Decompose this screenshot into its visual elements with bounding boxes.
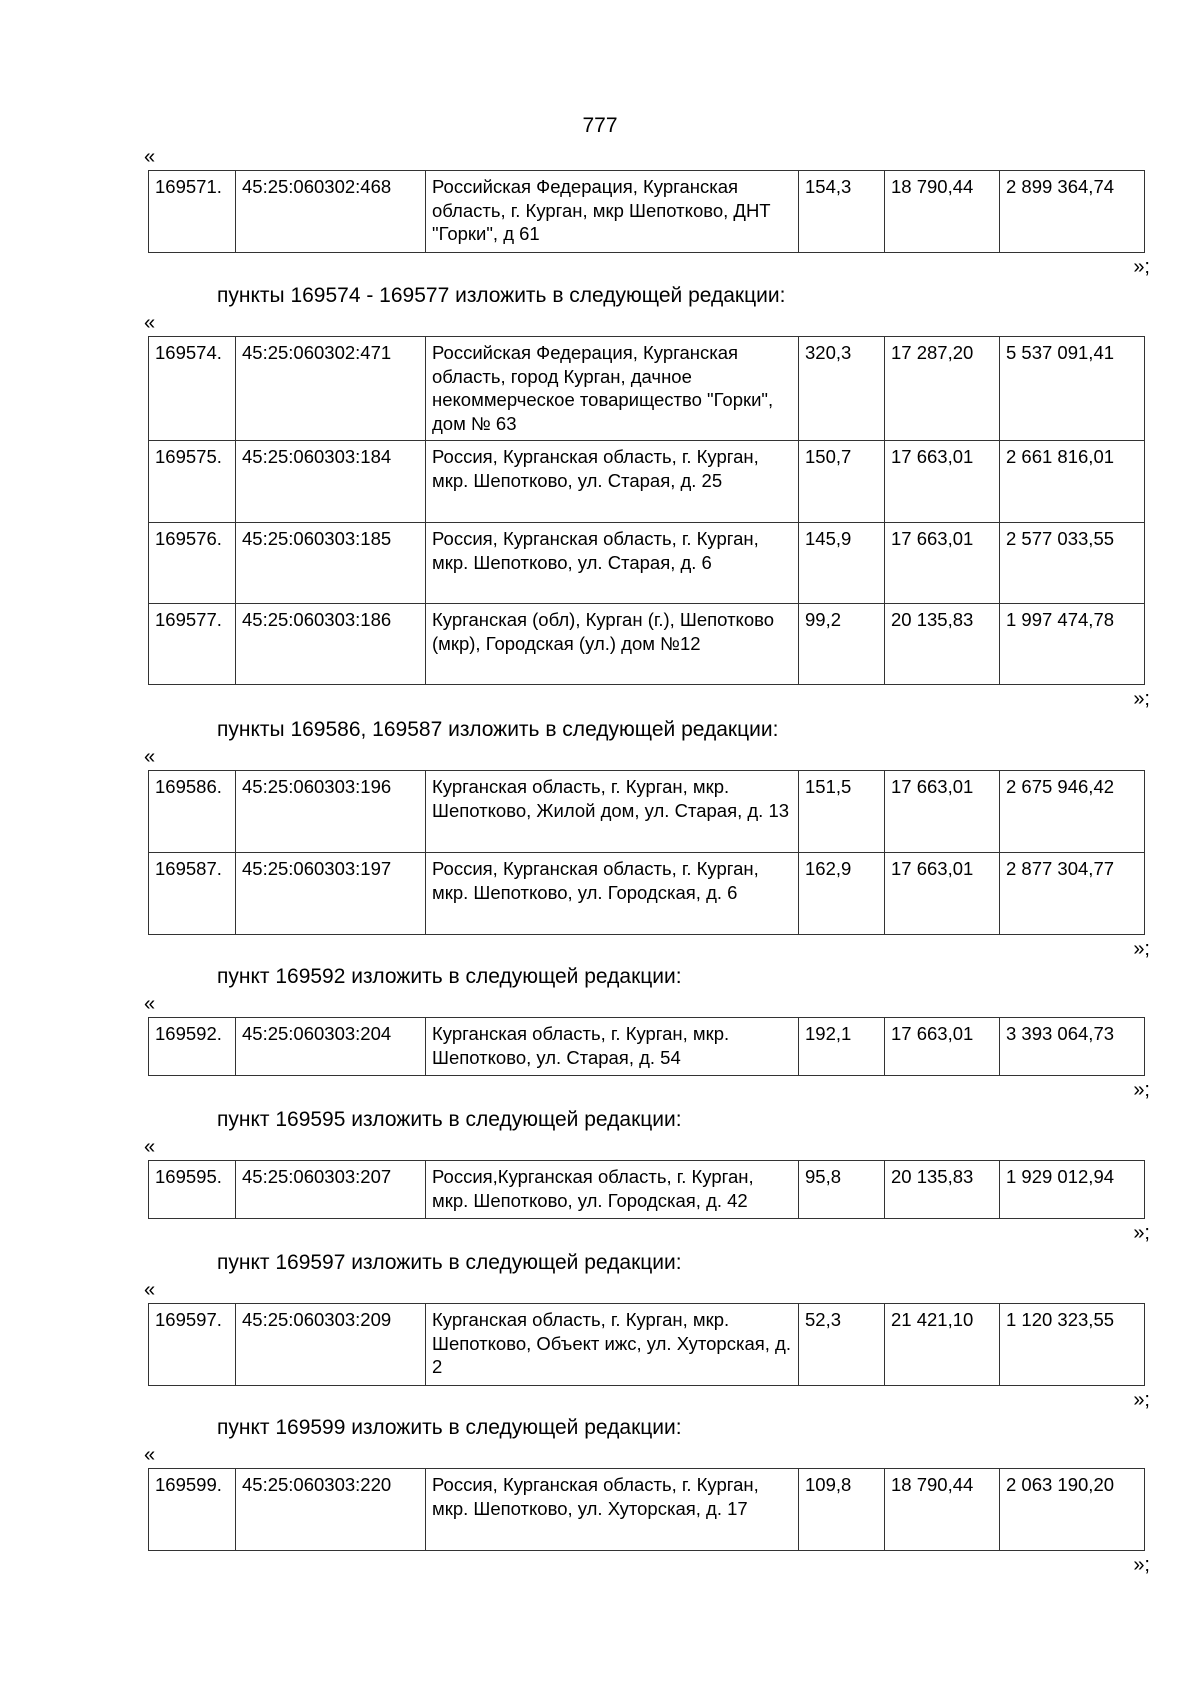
table-row (149, 1161, 1145, 1219)
instruction-text: пункт 169592 изложить в следующей редакции: (217, 965, 682, 988)
address: Россия,Курганская область, г. Курган, мкр. Шепотково, ул. Городская, д. 42 (426, 1161, 799, 1219)
area: 154,3 (799, 171, 885, 253)
cadastral-value: 1 997 474,78 (1000, 604, 1145, 685)
address: Россия, Курганская область, г. Курган, мкр. Шепотково, ул. Старая, д. 6 (426, 523, 799, 604)
open-quote: « (144, 1279, 156, 1301)
row-number: 169575. (149, 441, 236, 523)
close-quote: »; (1133, 688, 1150, 710)
close-quote: »; (1133, 938, 1150, 960)
open-quote: « (144, 746, 156, 768)
open-quote: « (144, 993, 156, 1015)
unit-rate: 17 663,01 (885, 853, 1000, 935)
area: 145,9 (799, 523, 885, 604)
instruction-text: пункт 169595 изложить в следующей редакции: (217, 1108, 682, 1131)
area: 109,8 (799, 1469, 885, 1551)
unit-rate: 17 663,01 (885, 771, 1000, 853)
address: Россия, Курганская область, г. Курган, мкр. Шепотково, ул. Городская, д. 6 (426, 853, 799, 935)
cadastral-value: 3 393 064,73 (1000, 1018, 1145, 1076)
instruction-text: пункты 169586, 169587 изложить в следующей редакции: (217, 718, 779, 741)
table-row (149, 171, 1145, 253)
cadastral-value: 2 063 190,20 (1000, 1469, 1145, 1551)
close-quote: »; (1133, 256, 1150, 278)
table-row (149, 1469, 1145, 1551)
row-number: 169574. (149, 337, 236, 441)
instruction-text: пункты 169574 - 169577 изложить в следующей редакции: (217, 284, 786, 307)
cadastral-value: 2 661 816,01 (1000, 441, 1145, 523)
row-number: 169587. (149, 853, 236, 935)
open-quote: « (144, 312, 156, 334)
cadastral-value: 2 877 304,77 (1000, 853, 1145, 935)
row-number: 169577. (149, 604, 236, 685)
cadastral-number: 45:25:060303:204 (236, 1018, 426, 1076)
table-row (149, 523, 1145, 604)
unit-rate: 20 135,83 (885, 604, 1000, 685)
close-quote: »; (1133, 1554, 1150, 1576)
address: Российская Федерация, Курганская область, город Курган, дачное некоммерческое товарищество "Горки", дом № 63 (426, 337, 799, 441)
unit-rate: 20 135,83 (885, 1161, 1000, 1219)
register-table (148, 1160, 1145, 1219)
table-row (149, 1304, 1145, 1386)
area: 151,5 (799, 771, 885, 853)
unit-rate: 18 790,44 (885, 1469, 1000, 1551)
row-number: 169597. (149, 1304, 236, 1386)
area: 150,7 (799, 441, 885, 523)
instruction-text: пункт 169599 изложить в следующей редакции: (217, 1416, 682, 1439)
cadastral-number: 45:25:060303:196 (236, 771, 426, 853)
cadastral-number: 45:25:060302:468 (236, 171, 426, 253)
area: 52,3 (799, 1304, 885, 1386)
address: Курганская область, г. Курган, мкр. Шепотково, ул. Старая, д. 54 (426, 1018, 799, 1076)
close-quote: »; (1133, 1389, 1150, 1411)
address: Россия, Курганская область, г. Курган, мкр. Шепотково, ул. Старая, д. 25 (426, 441, 799, 523)
register-table (148, 1303, 1145, 1386)
area: 162,9 (799, 853, 885, 935)
close-quote: »; (1133, 1222, 1150, 1244)
table-row (149, 441, 1145, 523)
row-number: 169592. (149, 1018, 236, 1076)
cadastral-value: 5 537 091,41 (1000, 337, 1145, 441)
open-quote: « (144, 1444, 156, 1466)
cadastral-number: 45:25:060303:209 (236, 1304, 426, 1386)
close-quote: »; (1133, 1079, 1150, 1101)
row-number: 169595. (149, 1161, 236, 1219)
register-table (148, 1017, 1145, 1076)
area: 95,8 (799, 1161, 885, 1219)
unit-rate: 17 663,01 (885, 441, 1000, 523)
open-quote: « (144, 146, 156, 168)
address: Россия, Курганская область, г. Курган, мкр. Шепотково, ул. Хуторская, д. 17 (426, 1469, 799, 1551)
table-row (149, 337, 1145, 441)
unit-rate: 21 421,10 (885, 1304, 1000, 1386)
instruction-text: пункт 169597 изложить в следующей редакции: (217, 1251, 682, 1274)
register-table (148, 770, 1145, 935)
address: Курганская область, г. Курган, мкр. Шепотково, Объект ижс, ул. Хуторская, д. 2 (426, 1304, 799, 1386)
page-number: 777 (582, 114, 618, 137)
cadastral-number: 45:25:060303:197 (236, 853, 426, 935)
cadastral-number: 45:25:060302:471 (236, 337, 426, 441)
row-number: 169576. (149, 523, 236, 604)
address: Курганская область, г. Курган, мкр. Шепотково, Жилой дом, ул. Старая, д. 13 (426, 771, 799, 853)
cadastral-value: 2 577 033,55 (1000, 523, 1145, 604)
table-row (149, 771, 1145, 853)
cadastral-number: 45:25:060303:185 (236, 523, 426, 604)
cadastral-number: 45:25:060303:184 (236, 441, 426, 523)
unit-rate: 18 790,44 (885, 171, 1000, 253)
cadastral-value: 1 929 012,94 (1000, 1161, 1145, 1219)
area: 320,3 (799, 337, 885, 441)
register-table (148, 1468, 1145, 1551)
register-table (148, 336, 1145, 685)
cadastral-value: 1 120 323,55 (1000, 1304, 1145, 1386)
unit-rate: 17 663,01 (885, 1018, 1000, 1076)
unit-rate: 17 287,20 (885, 337, 1000, 441)
row-number: 169571. (149, 171, 236, 253)
register-table (148, 170, 1145, 253)
area: 99,2 (799, 604, 885, 685)
row-number: 169599. (149, 1469, 236, 1551)
cadastral-number: 45:25:060303:220 (236, 1469, 426, 1551)
cadastral-number: 45:25:060303:207 (236, 1161, 426, 1219)
row-number: 169586. (149, 771, 236, 853)
unit-rate: 17 663,01 (885, 523, 1000, 604)
area: 192,1 (799, 1018, 885, 1076)
table-row (149, 853, 1145, 935)
cadastral-value: 2 675 946,42 (1000, 771, 1145, 853)
address: Российская Федерация, Курганская область, г. Курган, мкр Шепотково, ДНТ "Горки", д 61 (426, 171, 799, 253)
cadastral-number: 45:25:060303:186 (236, 604, 426, 685)
address: Курганская (обл), Курган (г.), Шепотково (мкр), Городская (ул.) дом №12 (426, 604, 799, 685)
table-row (149, 604, 1145, 685)
table-row (149, 1018, 1145, 1076)
cadastral-value: 2 899 364,74 (1000, 171, 1145, 253)
open-quote: « (144, 1136, 156, 1158)
